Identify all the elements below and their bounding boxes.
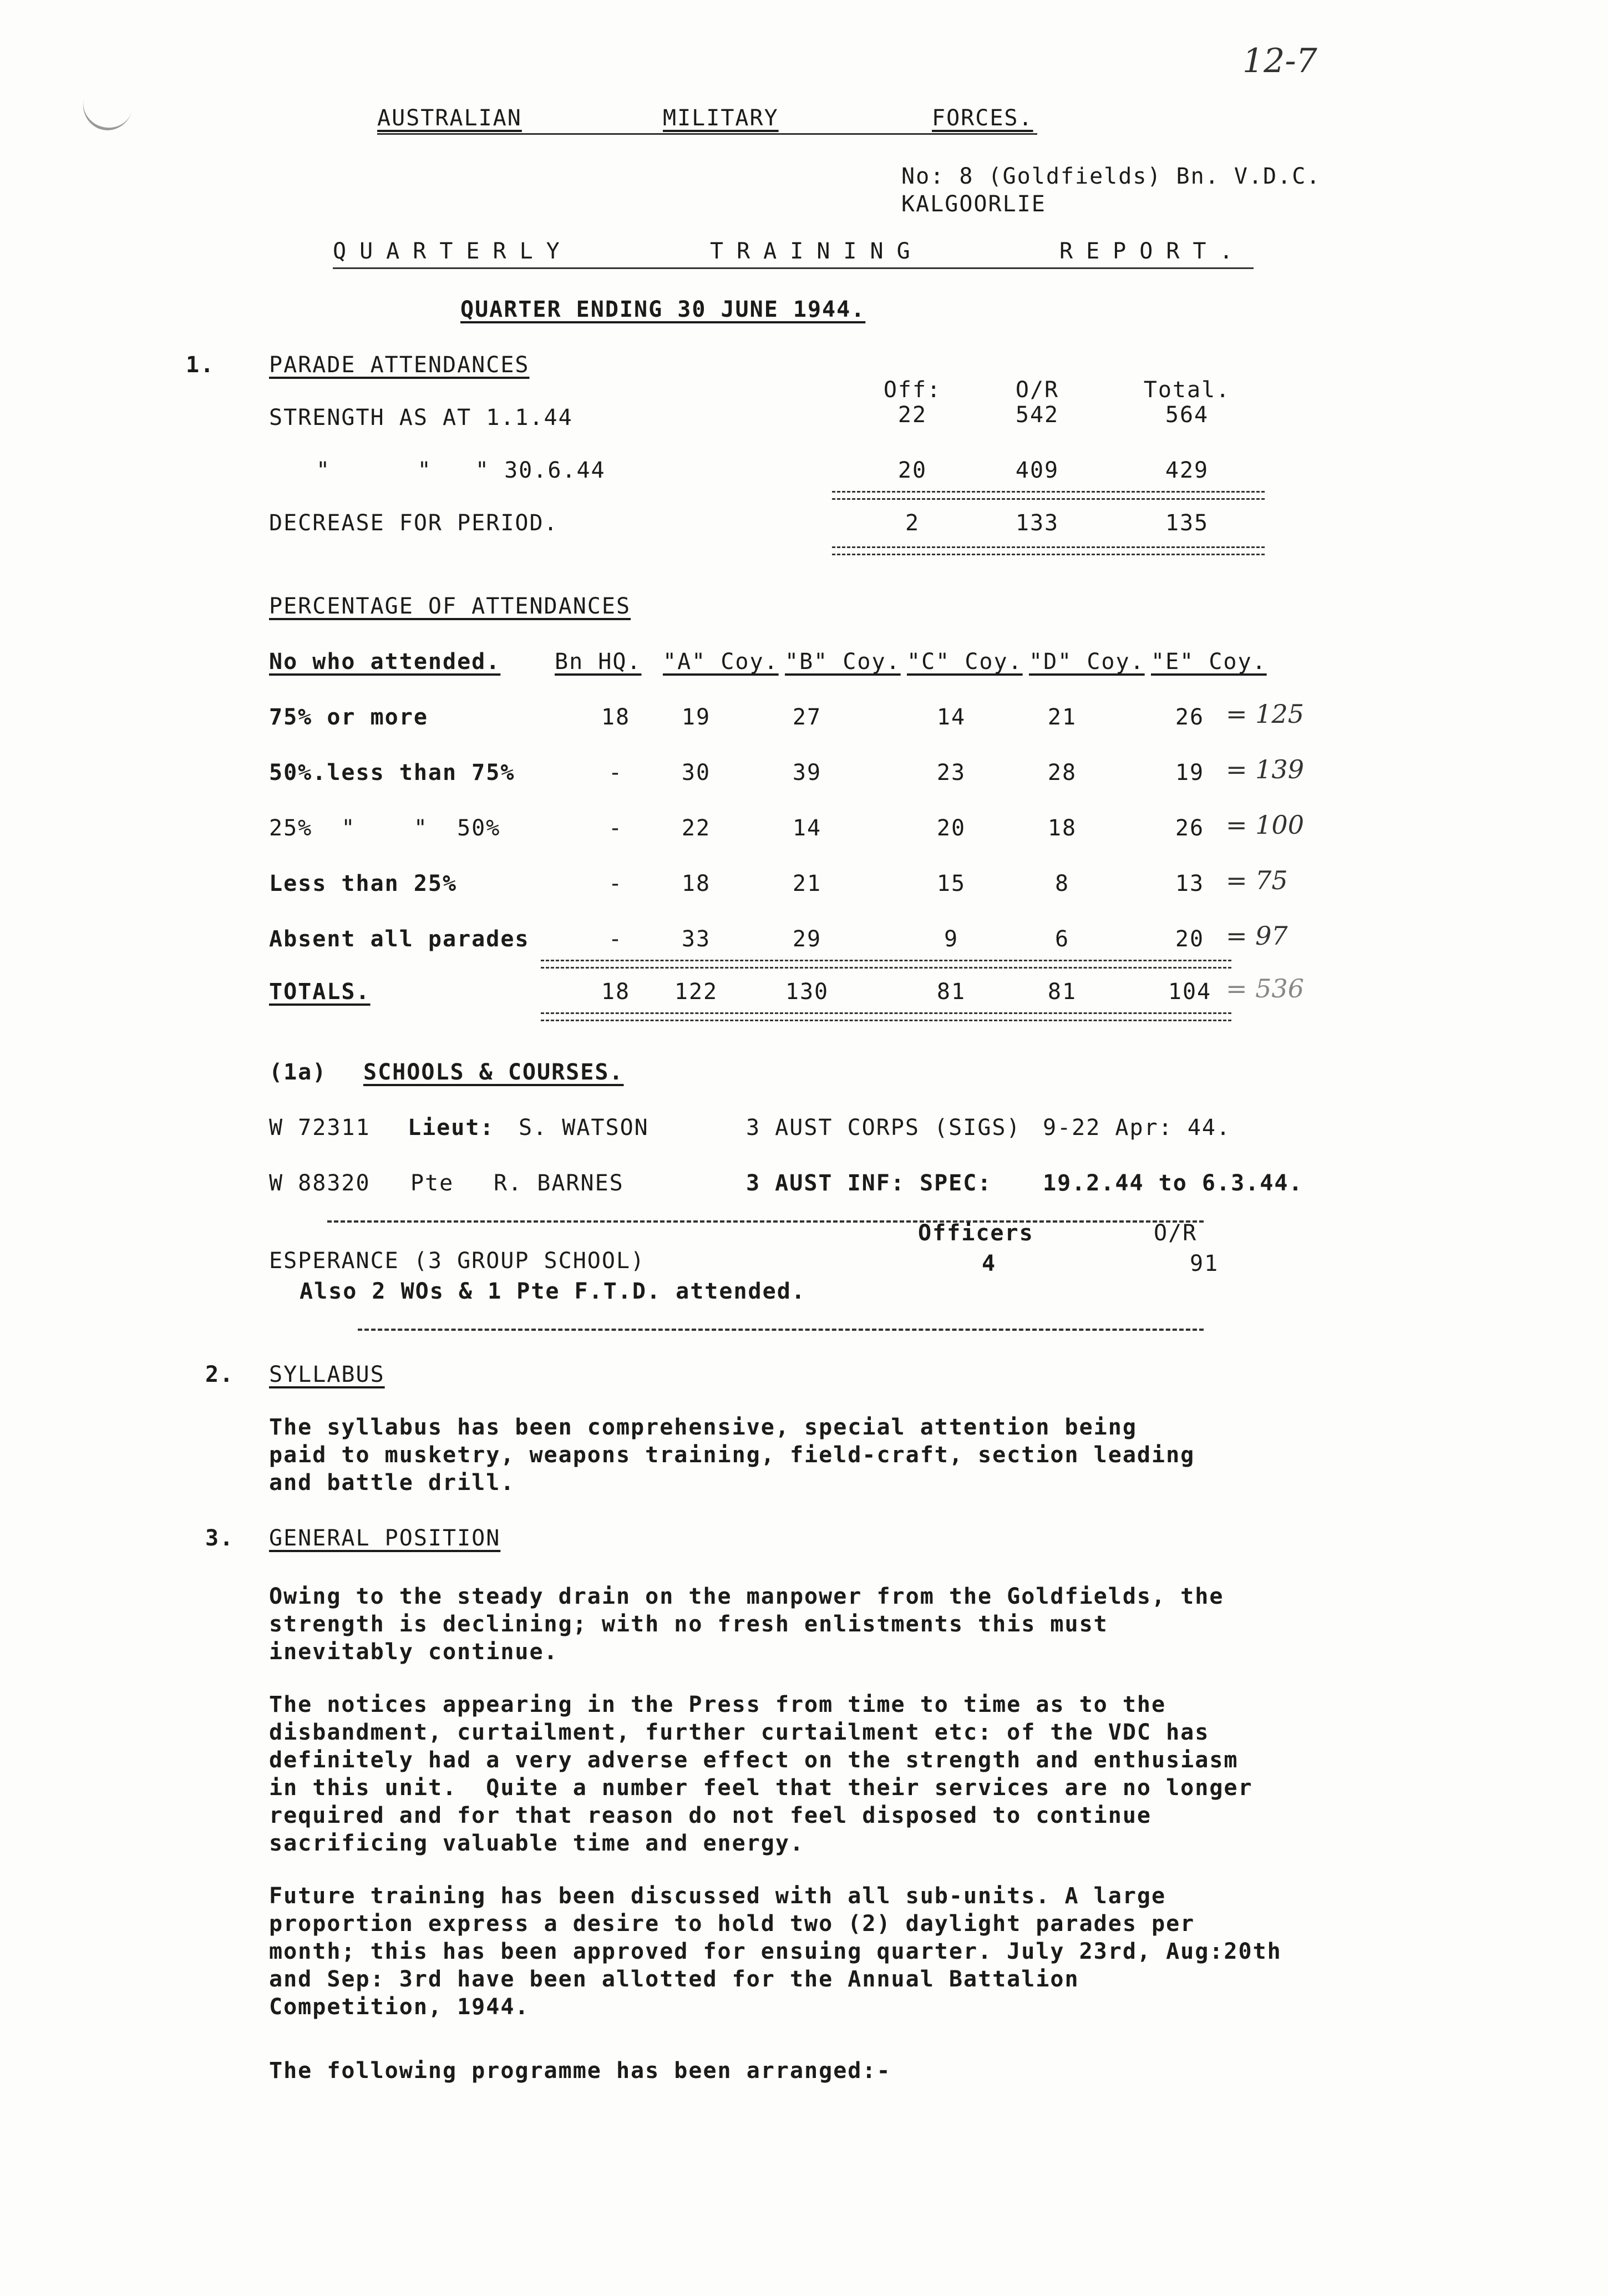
esperance-col-officers: Officers — [918, 1220, 1034, 1246]
report-title-3: REPORT. — [1059, 239, 1246, 264]
totals-cell: 122 — [674, 979, 718, 1005]
attendance-cell: 15 — [936, 871, 966, 896]
handwritten-row-total: = 139 — [1226, 754, 1304, 784]
punch-hole-mark — [77, 72, 139, 136]
strength-row-label: STRENGTH AS AT 1.1.44 — [269, 405, 573, 430]
general-position-line: month; this has been approved for ensuing quarter. July 23rd, Aug:20th — [269, 1939, 1282, 1964]
header-org-1: AUSTRALIAN — [377, 105, 522, 131]
esperance-or: 91 — [1190, 1251, 1219, 1276]
general-position-line: Future training has been discussed with all sub-units. A large — [269, 1883, 1166, 1909]
attendance-cell: - — [608, 815, 623, 841]
attendance-cell: 30 — [681, 760, 711, 785]
esperance-note: Also 2 WOs & 1 Pte F.T.D. attended. — [300, 1279, 806, 1304]
course-entry-rank: Pte — [410, 1170, 454, 1196]
schools-divider — [327, 1220, 1204, 1223]
strength-end-row-label: " " " 30.6.44 — [316, 458, 606, 483]
attendance-cell: 14 — [792, 815, 822, 841]
attendance-cell: 27 — [792, 704, 822, 730]
attendance-cell: 19 — [681, 704, 711, 730]
strength-end-off: 20 — [897, 458, 927, 483]
attendance-cell: 29 — [792, 926, 822, 952]
course-entry-rank: Lieut: — [408, 1115, 495, 1141]
attendance-row-label: 50%.less than 75% — [269, 760, 515, 785]
decrease-total: 135 — [1165, 510, 1209, 536]
syllabus-line: and battle drill. — [269, 1470, 515, 1496]
general-position-line: Competition, 1944. — [269, 1994, 530, 2020]
header-rule — [377, 133, 1037, 135]
schools-heading: SCHOOLS & COURSES. — [363, 1060, 624, 1085]
col-a-coy: "A" Coy. — [663, 649, 779, 675]
attendance-cell: 20 — [936, 815, 966, 841]
col-off-header: Off: — [883, 377, 942, 403]
general-position-line: The notices appearing in the Press from time to time as to the — [269, 1692, 1166, 1717]
schools-number: (1a) — [269, 1060, 327, 1085]
general-position-line: and Sep: 3rd have been allotted for the Annual Battalion — [269, 1966, 1079, 1992]
attendance-cell: 14 — [936, 704, 966, 730]
course-entry-dates: 19.2.44 to 6.3.44. — [1043, 1170, 1303, 1196]
unit-name: No: 8 (Goldfields) Bn. V.D.C. — [901, 164, 1321, 189]
attendance-cell: 26 — [1175, 704, 1205, 730]
course-entry-dates: 9-22 Apr: 44. — [1043, 1115, 1231, 1141]
general-position-line: required and for that reason do not feel disposed to continue — [269, 1803, 1152, 1828]
esperance-col-or: O/R — [1154, 1220, 1198, 1246]
attendance-cell: 19 — [1175, 760, 1205, 785]
col-e-coy: "E" Coy. — [1151, 649, 1267, 675]
totals-bottom-rule — [541, 1012, 1231, 1021]
decrease-double-rule — [832, 546, 1265, 555]
general-position-line: strength is declining; with no fresh enlistments this must — [269, 1611, 1108, 1637]
col-b-coy: "B" Coy. — [785, 649, 901, 675]
header-org-3: FORCES. — [932, 105, 1033, 131]
course-entry-course: 3 AUST CORPS (SIGS) — [746, 1115, 1021, 1141]
col-or-header: O/R — [1015, 377, 1059, 403]
totals-cell: 104 — [1168, 979, 1212, 1005]
general-position-line: in this unit. Quite a number feel that their services are no longer — [269, 1775, 1253, 1801]
attendance-cell: 9 — [944, 926, 959, 952]
decrease-off: 2 — [905, 510, 920, 536]
course-entry-service-no: W 72311 — [269, 1115, 371, 1141]
report-title-2: TRAINING — [710, 239, 924, 264]
handwritten-row-total: = 125 — [1226, 699, 1304, 729]
syllabus-line: paid to musketry, weapons training, field-craft, section leading — [269, 1442, 1195, 1468]
programme-intro: The following programme has been arranged:- — [269, 2058, 891, 2084]
strength-or: 542 — [1015, 402, 1059, 428]
section3-heading: GENERAL POSITION — [269, 1525, 501, 1551]
strength-off: 22 — [897, 402, 927, 428]
totals-cell: 81 — [936, 979, 966, 1005]
totals-top-rule — [541, 960, 1231, 969]
attendance-row-label: Absent all parades — [269, 926, 530, 952]
course-entry-name: S. WATSON — [519, 1115, 649, 1141]
decrease-or: 133 — [1015, 510, 1059, 536]
syllabus-line: The syllabus has been comprehensive, special attention being — [269, 1415, 1137, 1440]
handwritten-grand-total: = 536 — [1226, 974, 1304, 1003]
col-bn-hq: Bn HQ. — [555, 649, 642, 675]
esperance-label: ESPERANCE (3 GROUP SCHOOL) — [269, 1248, 646, 1274]
attendance-cell: 18 — [601, 704, 631, 730]
general-position-line: inevitably continue. — [269, 1639, 559, 1665]
course-entry-course: 3 AUST INF: SPEC: — [746, 1170, 992, 1196]
totals-label: TOTALS. — [269, 979, 371, 1005]
attendance-cell: 6 — [1054, 926, 1070, 952]
attendance-col-label: No who attended. — [269, 649, 501, 675]
section3-number: 3. — [205, 1525, 235, 1551]
attendance-cell: 22 — [681, 815, 711, 841]
totals-cell: 130 — [785, 979, 829, 1005]
attendance-cell: 18 — [681, 871, 711, 896]
attendance-row-label: 25% " " 50% — [269, 815, 501, 841]
handwritten-row-total: = 97 — [1226, 921, 1288, 951]
attendance-cell: 8 — [1054, 871, 1070, 896]
section1-heading: PARADE ATTENDANCES — [269, 352, 530, 378]
attendance-cell: - — [608, 871, 623, 896]
totals-cell: 81 — [1047, 979, 1077, 1005]
col-total-header: Total. — [1143, 377, 1231, 403]
attendance-cell: - — [608, 760, 623, 785]
report-title-1: QUARTERLY — [333, 239, 573, 264]
handwritten-row-total: = 75 — [1226, 865, 1288, 895]
handwritten-row-total: = 100 — [1226, 810, 1304, 840]
page-number: 12-7 — [1242, 42, 1317, 80]
totals-cell: 18 — [601, 979, 631, 1005]
attendance-heading: PERCENTAGE OF ATTENDANCES — [269, 594, 631, 619]
strength-end-total: 429 — [1165, 458, 1209, 483]
section2-number: 2. — [205, 1362, 235, 1387]
decrease-row-label: DECREASE FOR PERIOD. — [269, 510, 559, 536]
section2-heading: SYLLABUS — [269, 1362, 385, 1387]
general-position-line: disbandment, curtailment, further curtailment etc: of the VDC has — [269, 1720, 1210, 1745]
attendance-cell: 13 — [1175, 871, 1205, 896]
attendance-row-label: 75% or more — [269, 704, 428, 730]
schools-bottom-rule — [358, 1329, 1204, 1331]
attendance-cell: 33 — [681, 926, 711, 952]
strength-double-rule — [832, 491, 1265, 500]
general-position-line: definitely had a very adverse effect on the strength and enthusiasm — [269, 1747, 1239, 1773]
attendance-cell: 39 — [792, 760, 822, 785]
col-d-coy: "D" Coy. — [1029, 649, 1145, 675]
course-entry-name: R. BARNES — [494, 1170, 624, 1196]
strength-total: 564 — [1165, 402, 1209, 428]
section1-number: 1. — [186, 352, 215, 378]
general-position-line: sacrificing valuable time and energy. — [269, 1831, 805, 1856]
title-rule — [333, 267, 1254, 269]
course-entry-service-no: W 88320 — [269, 1170, 371, 1196]
col-c-coy: "C" Coy. — [907, 649, 1023, 675]
attendance-cell: 20 — [1175, 926, 1205, 952]
attendance-cell: 26 — [1175, 815, 1205, 841]
attendance-cell: 28 — [1047, 760, 1077, 785]
attendance-cell: 21 — [1047, 704, 1077, 730]
quarter-ending: QUARTER ENDING 30 JUNE 1944. — [460, 297, 866, 322]
unit-location: KALGOORLIE — [901, 191, 1046, 217]
attendance-cell: 18 — [1047, 815, 1077, 841]
attendance-cell: - — [608, 926, 623, 952]
general-position-line: proportion express a desire to hold two (2) daylight parades per — [269, 1911, 1195, 1937]
esperance-officers: 4 — [982, 1251, 997, 1276]
attendance-cell: 21 — [792, 871, 822, 896]
attendance-cell: 23 — [936, 760, 966, 785]
general-position-line: Owing to the steady drain on the manpower from the Goldfields, the — [269, 1584, 1224, 1609]
strength-end-or: 409 — [1015, 458, 1059, 483]
attendance-row-label: Less than 25% — [269, 871, 458, 896]
header-org-2: MILITARY — [663, 105, 779, 131]
